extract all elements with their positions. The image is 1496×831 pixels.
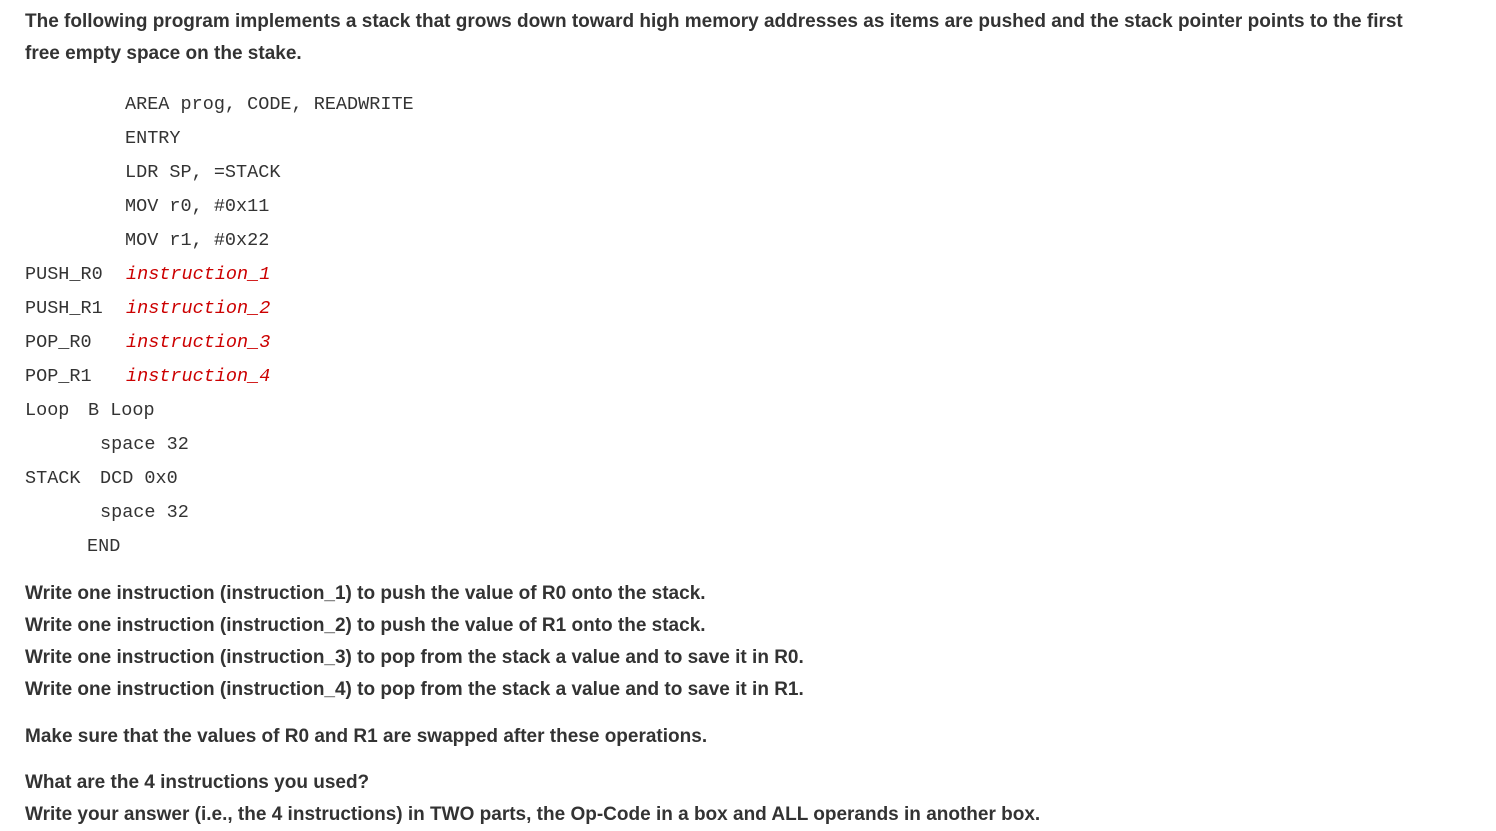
answer-instruction: Write your answer (i.e., the 4 instructions) in TWO parts, the Op-Code in a box and ALL operands in another box. [25,804,1041,825]
code-label: PUSH_R1 [25,298,103,319]
task-line: Write one instruction (instruction_3) to pop from the stack a value and to save it in R0. [25,647,804,668]
code-line [25,224,1465,258]
swap-note: Make sure that the values of R0 and R1 are swapped after these operations. [25,726,708,747]
task-list [25,578,1465,706]
code-line [25,190,1465,224]
code-line [25,292,1465,326]
code-text: DCD 0x0 [100,468,178,489]
code-label: STACK [25,468,81,489]
code-line [25,496,1465,530]
code-label: POP_R1 [25,366,92,387]
placeholder-instruction: instruction_1 [126,264,271,285]
code-label: POP_R0 [25,332,92,353]
code-text: MOV r0, #0x11 [125,196,270,217]
code-line [25,122,1465,156]
code-line [25,394,1465,428]
code-line [25,88,1465,122]
code-line [25,326,1465,360]
code-text: END [87,536,121,557]
code-line [25,462,1465,496]
code-line [25,156,1465,190]
code-text: MOV r1, #0x22 [125,230,270,251]
task-line: Write one instruction (instruction_2) to push the value of R1 onto the stack. [25,615,706,636]
placeholder-instruction: instruction_3 [126,332,271,353]
code-text: AREA prog, CODE, READWRITE [125,94,414,115]
placeholder-instruction: instruction_2 [126,298,271,319]
intro-paragraph: The following program implements a stack that grows down toward high memory addresses as items are pushed and the stack pointer points to the first free empty space on the stake. [25,11,1403,64]
code-line [25,428,1465,462]
code-block [25,88,1465,564]
code-line [25,360,1465,394]
code-text: LDR SP, =STACK [125,162,281,183]
code-line [25,258,1465,292]
code-text: space 32 [100,434,189,455]
task-line: Write one instruction (instruction_1) to push the value of R0 onto the stack. [25,583,706,604]
code-text: B Loop [88,400,155,421]
code-text: ENTRY [125,128,181,149]
question-text: What are the 4 instructions you used? [25,772,370,793]
code-label: PUSH_R0 [25,264,103,285]
task-line: Write one instruction (instruction_4) to pop from the stack a value and to save it in R1. [25,679,804,700]
code-text: space 32 [100,502,189,523]
question-page [25,6,1465,831]
code-label: Loop [25,400,70,421]
code-line [25,530,1465,564]
placeholder-instruction: instruction_4 [126,366,271,387]
